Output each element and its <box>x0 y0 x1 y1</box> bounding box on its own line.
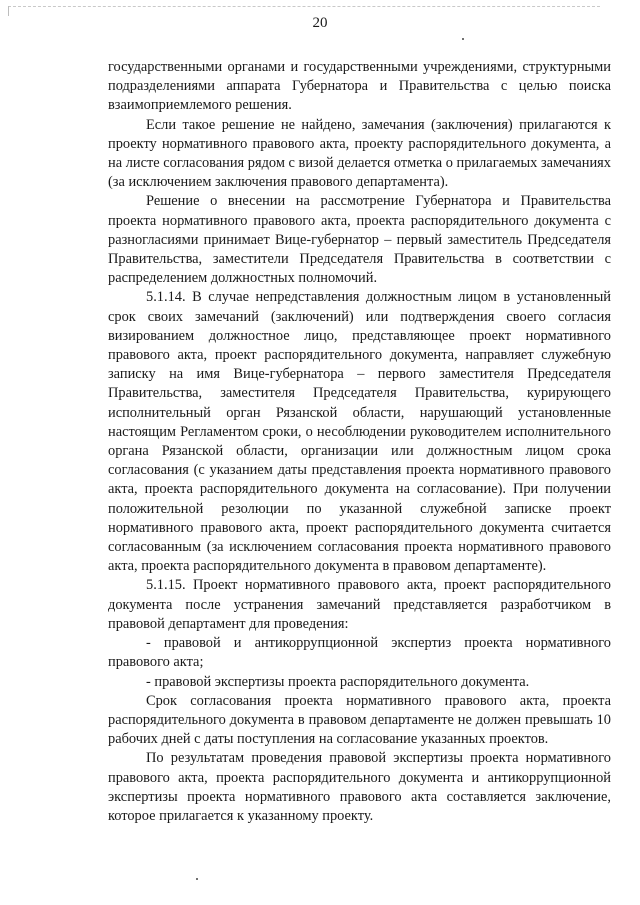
page-number: 20 <box>312 15 328 31</box>
scan-border-top <box>8 6 600 7</box>
paragraph-5-1-14: 5.1.14. В случае непредставления должностным лицом в установленный срок своих замечаний (заключений) или подтверждения своего согласия визированием должностное лицо, представляющее проект нормативного правового акта, проект распорядительного документа, направляет служебную записку на имя Вице-губернатора – первого заместителя Председателя Правительства, заместителя Председателя Правительства, курирующего исполнительный орган Рязанской области, нарушающий установленные настоящим Регламентом сроки, о несоблюдении руководителем исполнительного органа Рязанской области, организации или должностным лицом срока согласования (с указанием даты представления проекта нормативного правового акта, проекта распорядительного документа на согласование). При получении положительной резолюции по указанной служебной записке проект нормативного правового акта, проект распорядительного документа считается согласованным (за исключением согласования проекта нормативного правового акта, проекта распорядительного документа в правовом департаменте). <box>108 289 611 575</box>
paragraph-decision-disagreements: Решение о внесении на рассмотрение Губернатора и Правительства проекта нормативного правового акта, проекта распорядительного документа с разногласиями принимает Вице-губернатор – первый заместитель Председателя Правительства, заместители Председателя Правительства в соответствии с распределением должностных полномочий. <box>108 193 611 287</box>
paragraph-continuation: государственными органами и государственными учреждениями, структурными подразделениями аппарата Губернатора и Правительства с целью поиска взаимоприемлемого решения. <box>108 59 611 114</box>
paragraph-remarks-attached: Если такое решение не найдено, замечания (заключения) прилагаются к проекту нормативного правового акта, проекту распорядительного документа, а на листе согласования рядом с визой делается отметка о прилагаемых замечаниях (за исключением заключения правового департамента). <box>108 116 611 191</box>
list-item-legal-expertise: - правовой экспертизы проекта распорядительного документа. <box>146 673 530 690</box>
document-body <box>108 58 611 826</box>
scan-speck <box>196 878 198 880</box>
paragraph-5-1-15: 5.1.15. Проект нормативного правового акта, проект распорядительного документа после устранения замечаний представляется разработчиком в правовой департамент для проведения: <box>108 577 611 632</box>
paragraph-approval-term: Срок согласования проекта нормативного правового акта, проекта распорядительного документа в правовом департаменте не должен превышать 10 рабочих дней с даты поступления на согласование указанных проектов. <box>108 692 611 748</box>
paragraph-conclusion: По результатам проведения правовой экспертизы проекта нормативного правового акта, проекта распорядительного документа и антикоррупционной экспертизы проекта нормативного правового акта составляется заключение, которое прилагается к указанному проекту. <box>108 750 611 824</box>
scan-speck <box>462 38 464 40</box>
list-item-legal-anticorruption: - правовой и антикоррупционной экспертиз проекта нормативного правового акта; <box>108 635 611 671</box>
